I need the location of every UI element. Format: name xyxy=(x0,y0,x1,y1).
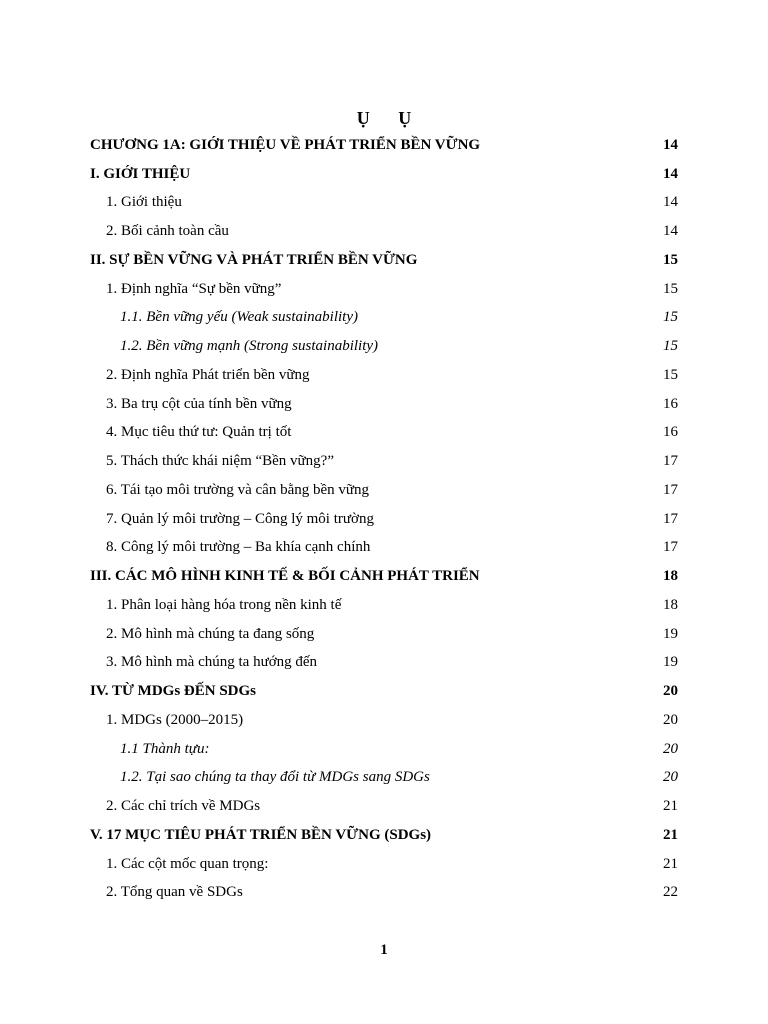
toc-heading-glyph: Ụ xyxy=(356,108,370,128)
toc-entry[interactable] xyxy=(90,792,678,821)
toc-entry-page: 20 xyxy=(663,683,678,700)
toc-entry[interactable] xyxy=(90,591,678,620)
toc-entry-page: 14 xyxy=(663,223,678,240)
toc-entry-page: 20 xyxy=(663,740,678,757)
toc-entry-page: 14 xyxy=(663,136,678,153)
toc-entry[interactable] xyxy=(90,217,678,246)
toc-entry[interactable] xyxy=(90,189,678,218)
toc-entry-page: 15 xyxy=(663,309,678,326)
toc-entry-page: 21 xyxy=(663,826,678,843)
toc-entry-page: 17 xyxy=(663,453,678,470)
toc-entry-page: 16 xyxy=(663,424,678,441)
toc-entry-title: 1.2. Tại sao chúng ta thay đổi từ MDGs sang SDGs xyxy=(120,769,430,786)
toc-entry-title: 7. Quản lý môi trường – Công lý môi trường xyxy=(106,510,374,527)
toc-entry[interactable] xyxy=(90,304,678,333)
toc-entry-title: V. 17 MỤC TIÊU PHÁT TRIỂN BỀN VỮNG (SDGs) xyxy=(90,826,432,843)
toc-entry-title: II. SỰ BỀN VỮNG VÀ PHÁT TRIỂN BỀN VỮNG xyxy=(90,251,418,268)
page-number: 1 xyxy=(380,942,388,958)
toc-heading-glyph: Ụ xyxy=(398,108,412,128)
toc-entry[interactable] xyxy=(90,821,678,850)
toc-entry-title: 4. Mục tiêu thứ tư: Quản trị tốt xyxy=(106,424,292,441)
toc-entry[interactable] xyxy=(90,505,678,534)
toc-entry-page: 18 xyxy=(663,568,678,585)
toc-entry[interactable] xyxy=(90,419,678,448)
toc-entry[interactable] xyxy=(90,562,678,591)
toc-entry-title: 2. Bối cảnh toàn cầu xyxy=(106,223,229,240)
table-of-contents xyxy=(90,131,678,907)
toc-entry-title: 1. Phân loại hàng hóa trong nền kinh tế xyxy=(106,596,342,613)
toc-entry[interactable] xyxy=(90,706,678,735)
toc-entry-title: 5. Thách thức khái niệm “Bền vững?” xyxy=(106,453,334,470)
toc-entry-title: CHƯƠNG 1A: GIỚI THIỆU VỀ PHÁT TRIỂN BỀN VỮNG xyxy=(90,136,481,153)
toc-entry-title: 2. Các chỉ trích về MDGs xyxy=(106,798,261,815)
toc-entry-page: 18 xyxy=(663,596,678,613)
toc-entry-title: 2. Tổng quan về SDGs xyxy=(106,884,243,901)
toc-entry-page: 16 xyxy=(663,395,678,412)
toc-entry-title: 2. Mô hình mà chúng ta đang sống xyxy=(106,625,315,642)
toc-entry[interactable] xyxy=(90,361,678,390)
toc-entry-title: 6. Tái tạo môi trường và cân bằng bền vững xyxy=(106,481,370,498)
toc-entry-page: 21 xyxy=(663,855,678,872)
toc-entry-title: I. GIỚI THIỆU xyxy=(90,165,191,182)
toc-entry[interactable] xyxy=(90,131,678,160)
toc-entry-title: 1.2. Bền vững mạnh (Strong sustainability) xyxy=(120,338,379,355)
toc-entry[interactable] xyxy=(90,390,678,419)
toc-entry-page: 20 xyxy=(663,711,678,728)
toc-entry-page: 15 xyxy=(663,366,678,383)
toc-entry-page: 17 xyxy=(663,510,678,527)
toc-entry[interactable] xyxy=(90,534,678,563)
toc-entry-page: 15 xyxy=(663,280,678,297)
toc-entry-title: 1.1. Bền vững yếu (Weak sustainability) xyxy=(120,309,358,326)
toc-entry-page: 22 xyxy=(663,884,678,901)
toc-entry-title: IV. TỪ MDGs ĐẾN SDGs xyxy=(90,683,257,700)
toc-entry-title: 3. Mô hình mà chúng ta hướng đến xyxy=(106,654,318,671)
toc-entry-title: 3. Ba trụ cột của tính bền vững xyxy=(106,395,292,412)
toc-entry-title: 1. Định nghĩa “Sự bền vững” xyxy=(106,280,282,297)
toc-entry-title: 8. Công lý môi trường – Ba khía cạnh chính xyxy=(106,539,371,556)
toc-entry-page: 21 xyxy=(663,798,678,815)
toc-entry-title: 1. Giới thiệu xyxy=(106,194,182,211)
toc-entry[interactable] xyxy=(90,275,678,304)
toc-entry-page: 15 xyxy=(663,251,678,268)
toc-entry-page: 14 xyxy=(663,194,678,211)
toc-entry[interactable] xyxy=(90,735,678,764)
toc-entry-title: 1. Các cột mốc quan trọng: xyxy=(106,855,269,872)
toc-entry[interactable] xyxy=(90,332,678,361)
toc-entry[interactable] xyxy=(90,649,678,678)
toc-entry-title: 2. Định nghĩa Phát triển bền vững xyxy=(106,366,310,383)
toc-entry-page: 20 xyxy=(663,769,678,786)
toc-entry-page: 14 xyxy=(663,165,678,182)
toc-entry[interactable] xyxy=(90,447,678,476)
toc-heading xyxy=(0,108,768,129)
toc-entry-title: III. CÁC MÔ HÌNH KINH TẾ & BỐI CẢNH PHÁT TRIỂN xyxy=(90,568,480,585)
toc-entry-page: 15 xyxy=(663,338,678,355)
toc-entry-page: 19 xyxy=(663,654,678,671)
toc-entry-page: 17 xyxy=(663,539,678,556)
toc-entry[interactable] xyxy=(90,476,678,505)
toc-entry[interactable] xyxy=(90,850,678,879)
toc-entry[interactable] xyxy=(90,246,678,275)
toc-entry[interactable] xyxy=(90,677,678,706)
toc-entry-title: 1. MDGs (2000–2015) xyxy=(106,711,244,728)
toc-entry[interactable] xyxy=(90,620,678,649)
toc-entry-title: 1.1 Thành tựu: xyxy=(120,740,210,757)
toc-entry-page: 19 xyxy=(663,625,678,642)
toc-entry[interactable] xyxy=(90,160,678,189)
toc-entry[interactable] xyxy=(90,764,678,793)
toc-entry-page: 17 xyxy=(663,481,678,498)
toc-entry[interactable] xyxy=(90,879,678,908)
